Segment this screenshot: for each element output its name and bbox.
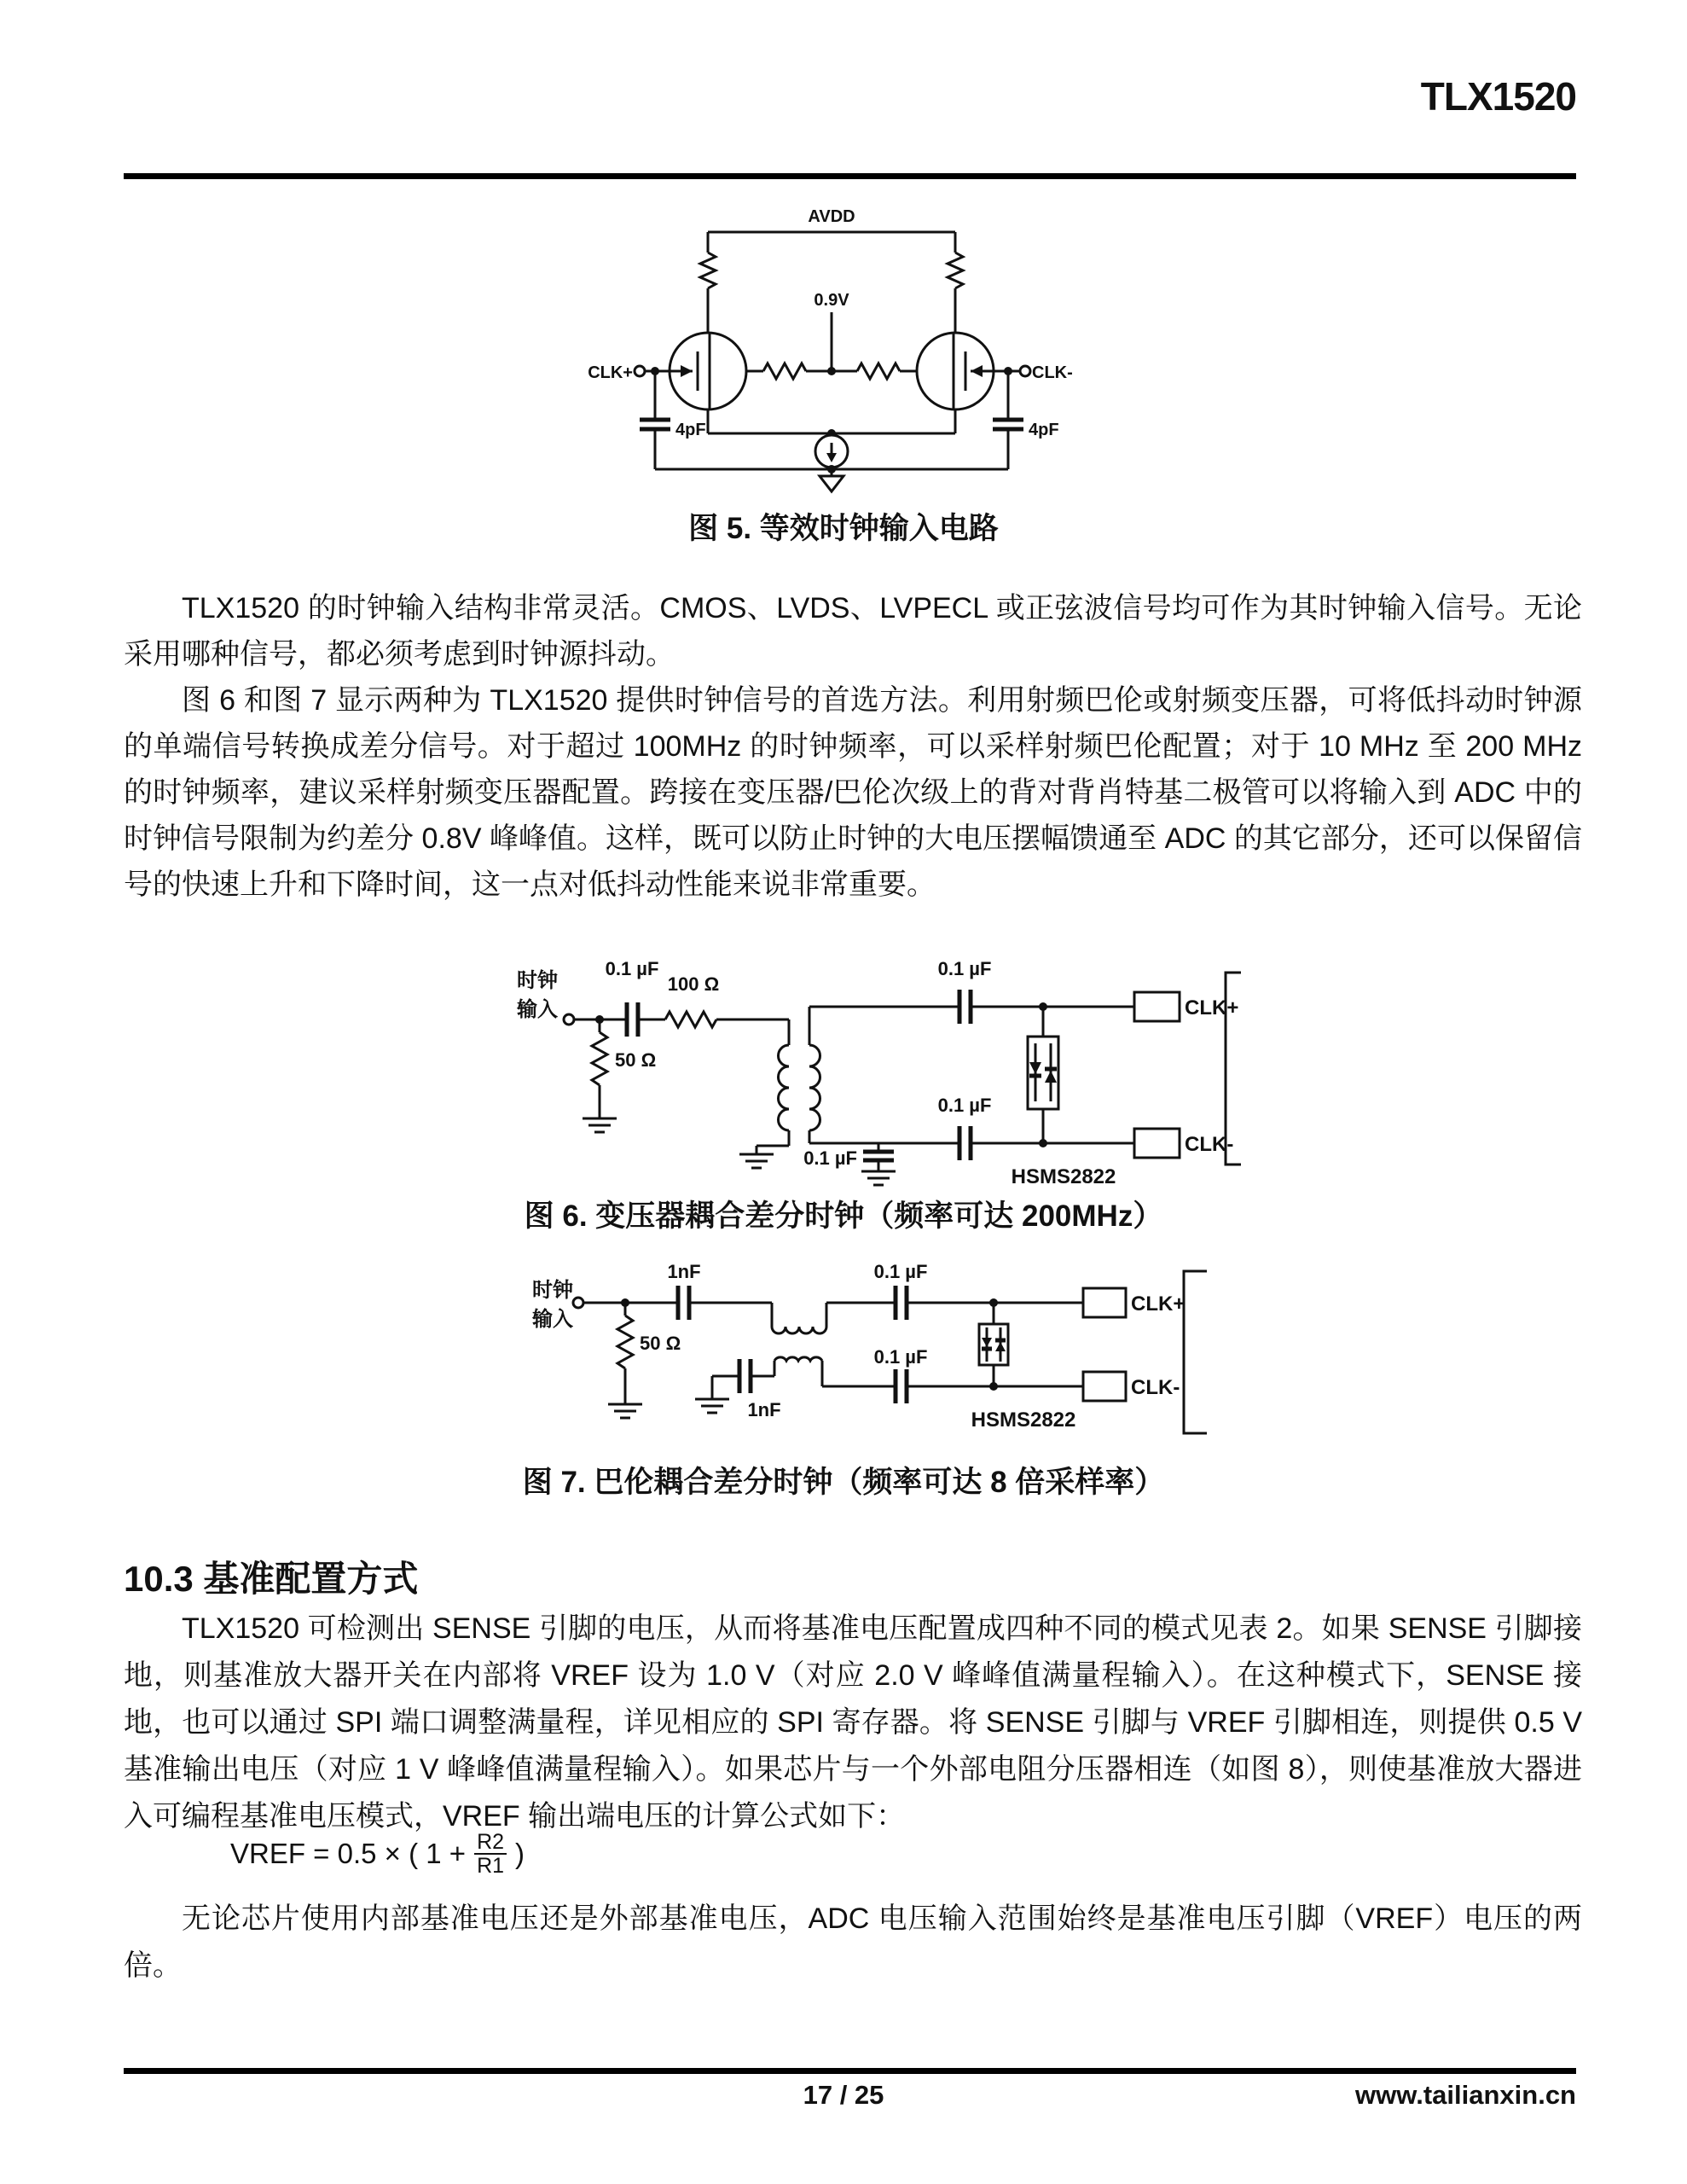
top-branch [809,990,1134,1024]
clk-minus-label: CLK- [1185,1133,1234,1156]
formula-fraction [474,1831,507,1878]
paragraph: 图 6 和图 7 显示两种为 TLX1520 提供时钟信号的首选方法。利用射频巴伦或射频变压器，可将低抖动时钟源的单端信号转换成差分信号。对于超过 100MHz 的时钟频率，可以采样射频巴伦配置；对于 10 MHz 至 200 MHz 的时钟频率，建议采样射频变压器配置。跨接在变压器/巴伦次级上的背对背肖特基二极管可以将输入到 ADC 中的时钟信号限制为约差分 0.8V 峰峰值。这样，既可以防止时钟的大电压摆幅馈通至 ADC 的其它部分，还可以保留信号的快速上升和下降时间，这一点对低抖动性能来说非常重要。 [124,684,1582,901]
clk-plus-pin [1083,1288,1126,1317]
footer-rule [124,2068,1576,2074]
clock-input-label-line2: 输入 [517,998,558,1021]
bias-network [746,312,917,379]
vref-formula [230,1831,525,1878]
clk-minus-terminal [994,366,1030,376]
bottom-branch [809,1126,1134,1160]
transformer [739,1007,820,1168]
formula-lhs: VREF = 0.5 × ( 1 + [230,1838,467,1870]
shunt-res-value: 50 Ω [640,1333,681,1354]
ground-cap-value: 0.1 µF [803,1147,857,1169]
page-number: 17 / 25 [803,2080,884,2110]
series-cap-value: 0.1 µF [605,958,659,979]
clock-input-label-line1: 时钟 [532,1279,573,1302]
schottky-diode-pair [979,1303,1008,1386]
formula-denominator: R1 [477,1854,505,1879]
top-cap-value: 0.1 µF [937,958,992,979]
avdd-label: AVDD [808,207,855,226]
section-heading: 10.3 基准配置方式 [124,1559,419,1599]
bottom-branch [896,1369,1083,1403]
clock-input-label-line1: 时钟 [517,969,558,992]
ground-symbol [655,465,1008,491]
mosfet-right [917,333,994,410]
series-capacitor [627,1002,665,1037]
figure6-caption: 图 6. 变压器耦合差分时钟（频率可达 200MHz） [524,1199,1163,1233]
clk-minus-pin [1134,1129,1180,1158]
figure7-balun-coupled-circuit-diagram [495,1263,1211,1455]
adc-range-paragraph [124,1896,1582,1989]
schottky-diode-pair [1028,1007,1058,1143]
clk-plus-terminal [635,366,670,376]
figure7-caption: 图 7. 巴伦耦合差分时钟（频率可达 8 倍采样率） [522,1466,1165,1499]
series-res-value: 100 Ω [667,973,720,995]
series-cap-value: 1nF [667,1263,701,1282]
tail-current-source [708,410,955,469]
capacitor-left [640,371,670,469]
clk-minus-pin [1083,1372,1126,1401]
figure5-clock-input-circuit-diagram [580,205,1092,495]
ground-cap-value: 1nF [747,1399,781,1420]
paragraph: TLX1520 可检测出 SENSE 引脚的电压，从而将基准电压配置成四种不同的模式见表 2。如果 SENSE 引脚接地，则基准放大器开关在内部将 VREF 设为 1.0 V（对应 2.0 V 峰峰值满量程输入）。在这种模式下，SENSE 接地，也可以通过 SPI 端口调整满量程，详见相应的 SPI 寄存器。将 SENSE 引脚与 VREF 引脚相连，则提供 0.5 V 基准输出电压（对应 1 V 峰峰值满量程输入）。如果芯片与一个外部电阻分压器相连（如图 8），则使基准放大器进入可编程基准电压模式，VREF 输出端电压的计算公式如下： [124,1612,1582,1833]
diode-part-number: HSMS2822 [1011,1165,1116,1188]
balun [751,1303,896,1386]
bias-voltage-label: 0.9V [814,291,849,310]
clock-input-terminal [564,1014,627,1025]
diode-part-number: HSMS2822 [971,1409,1076,1432]
clk-plus-label: CLK+ [1185,996,1239,1019]
reference-config-paragraph [124,1606,1582,1840]
website-url: www.tailianxin.cn [1355,2080,1576,2110]
secondary-ground-capacitor [861,1143,896,1185]
top-cap-value: 0.1 µF [873,1263,928,1282]
clock-input-paragraphs [124,585,1582,908]
cap-left-value: 4pF [675,421,706,439]
shunt-res-value: 50 Ω [615,1049,657,1071]
document-title: TLX1520 [1420,74,1576,119]
figure5-caption: 图 5. 等效时钟输入电路 [688,512,999,545]
figure6-transformer-coupled-circuit-diagram [490,934,1241,1194]
bottom-cap-value: 0.1 µF [873,1346,928,1368]
series-resistor-100ohm [665,1012,789,1027]
shunt-resistor-50ohm [583,1019,617,1132]
clk-minus-label: CLK- [1032,363,1073,382]
paragraph: 无论芯片使用内部基准电压还是外部基准电压，ADC 电压输入范围始终是基准电压引脚（VREF）电压的两倍。 [124,1902,1582,1982]
top-branch [896,1286,1083,1320]
header-rule [124,173,1576,179]
chip-edge-bracket [1184,1271,1207,1433]
cap-right-value: 4pF [1029,421,1059,439]
bottom-cap-value: 0.1 µF [937,1095,992,1116]
clk-plus-label: CLK+ [588,363,633,382]
capacitor-right [993,371,1023,469]
paragraph: TLX1520 的时钟输入结构非常灵活。CMOS、LVDS、LVPECL 或正弦波信号均可作为其时钟输入信号。无论采用哪种信号，都必须考虑到时钟源抖动。 [124,592,1582,671]
shunt-resistor-50ohm [608,1303,642,1418]
formula-rhs: ) [515,1838,525,1870]
clk-plus-label: CLK+ [1131,1292,1186,1316]
formula-numerator: R2 [474,1831,507,1855]
balun-ground-capacitor [695,1359,751,1413]
clk-plus-pin [1134,992,1180,1021]
mosfet-left [670,333,746,410]
series-capacitor [678,1286,772,1320]
clk-minus-label: CLK- [1131,1376,1180,1399]
clock-input-label-line2: 输入 [532,1308,573,1331]
